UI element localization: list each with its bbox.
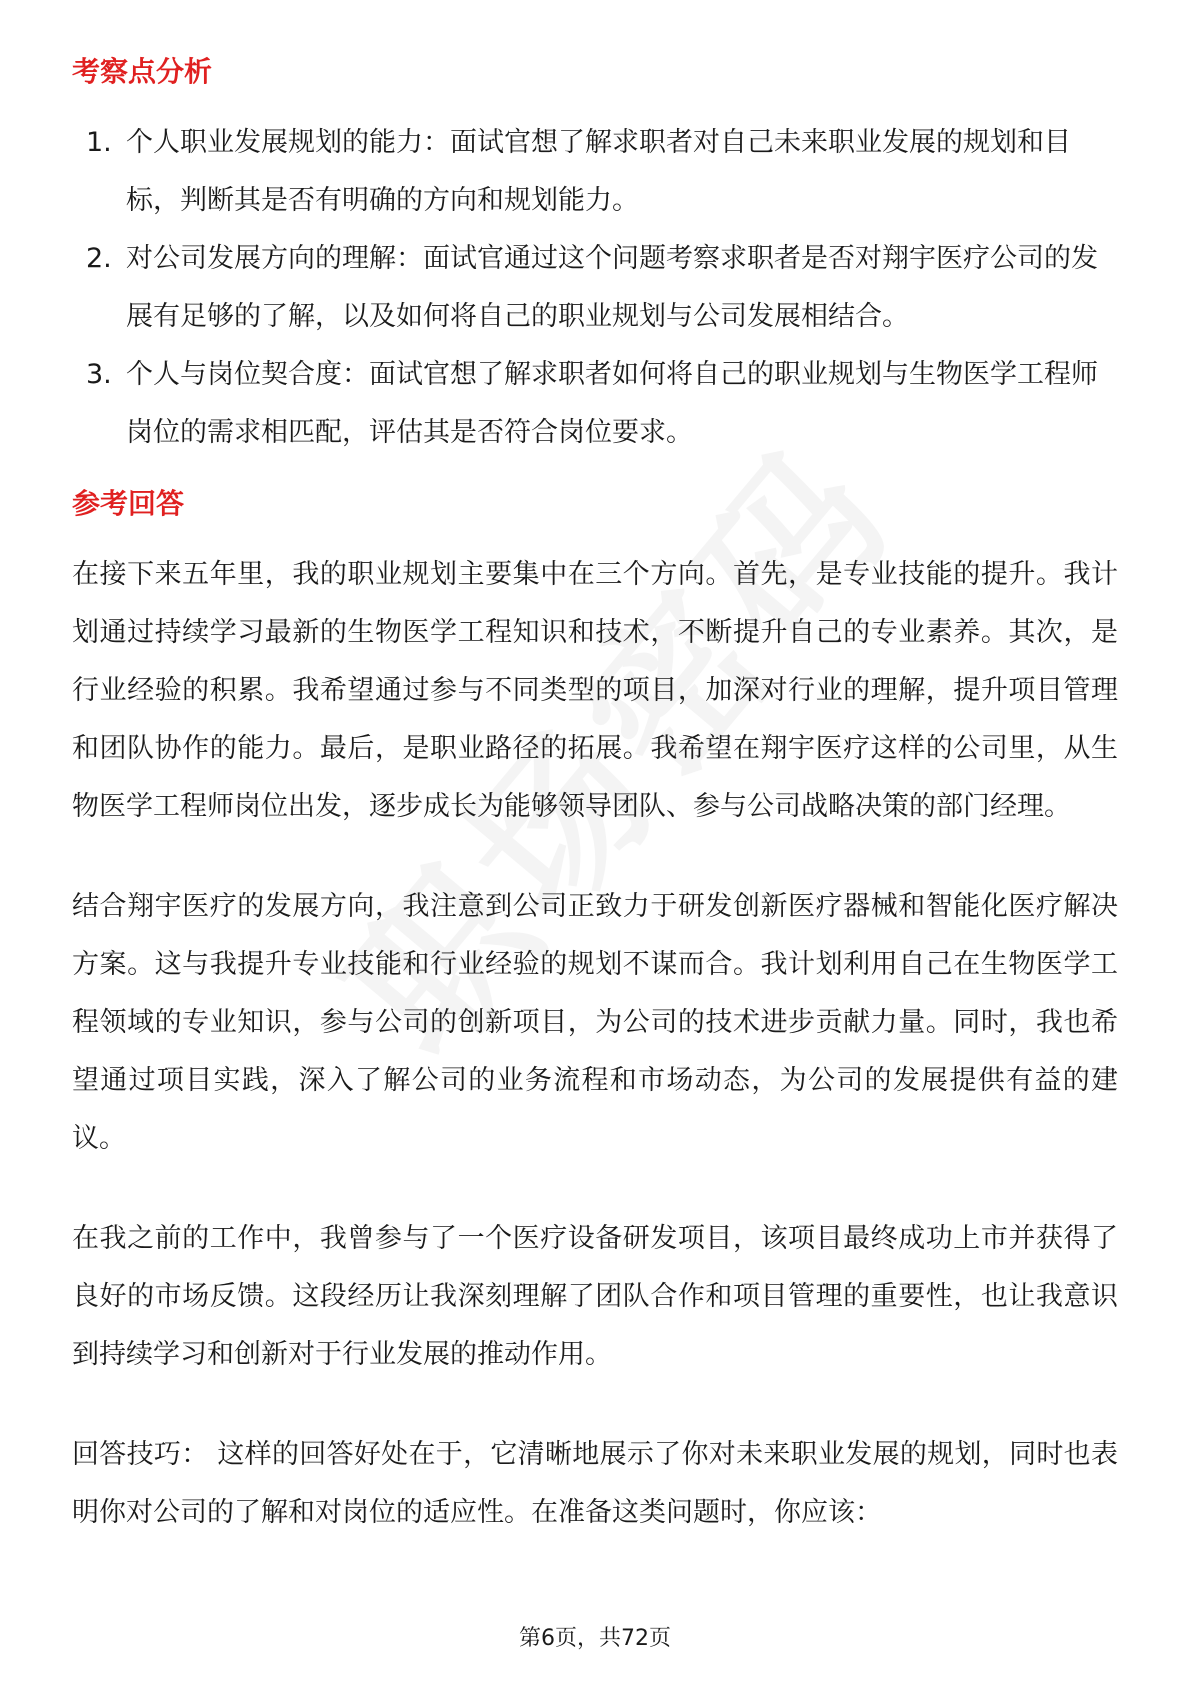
answer-tips-paragraph: 回答技巧： 这样的回答好处在于，它清晰地展示了你对未来职业发展的规划，同时也表明你对公司的了解和对岗位的适应性。在准备这类问题时，你应该： (72, 1439, 1118, 1528)
list-item (72, 346, 1118, 462)
list-item-number: 2. (86, 243, 112, 274)
answer-paragraph: 结合翔宇医疗的发展方向，我注意到公司正致力于研发创新医疗器械和智能化医疗解决方案。这与我提升专业技能和行业经验的规划不谋而合。我计划利用自己在生物医学工程领域的专业知识，参与公司的创新项目，为公司的技术进步贡献力量。同时，我也希望通过项目实践，深入了解公司的业务流程和市场动态，为公司的发展提供有益的建议。 (72, 891, 1118, 1154)
list-item-number: 1. (86, 127, 112, 158)
list-item (72, 230, 1118, 346)
analysis-points-list (72, 114, 1118, 462)
list-item-text: 对公司发展方向的理解：面试官通过这个问题考察求职者是否对翔宇医疗公司的发展有足够的了解，以及如何将自己的职业规划与公司发展相结合。 (126, 243, 1098, 332)
analysis-heading: 考察点分析 (72, 55, 213, 88)
list-item (72, 114, 1118, 230)
list-item-text: 个人职业发展规划的能力：面试官想了解求职者对自己未来职业发展的规划和目标，判断其是否有明确的方向和规划能力。 (126, 127, 1071, 216)
answer-heading: 参考回答 (72, 487, 185, 520)
page-footer: 第6页，共72页 (519, 1626, 671, 1651)
answer-paragraph: 在接下来五年里，我的职业规划主要集中在三个方向。首先，是专业技能的提升。我计划通过持续学习最新的生物医学工程知识和技术，不断提升自己的专业素养。其次，是行业经验的积累。我希望通过参与不同类型的项目，加深对行业的理解，提升项目管理和团队协作的能力。最后，是职业路径的拓展。我希望在翔宇医疗这样的公司里，从生物医学工程师岗位出发，逐步成长为能够领导团队、参与公司战略决策的部门经理。 (72, 559, 1118, 822)
document-page (72, 40, 1118, 1542)
answer-paragraph: 在我之前的工作中，我曾参与了一个医疗设备研发项目，该项目最终成功上市并获得了良好的市场反馈。这段经历让我深刻理解了团队合作和项目管理的重要性，也让我意识到持续学习和创新对于行业发展的推动作用。 (72, 1223, 1118, 1370)
list-item-text: 个人与岗位契合度：面试官想了解求职者如何将自己的职业规划与生物医学工程师岗位的需求相匹配，评估其是否符合岗位要求。 (126, 359, 1098, 448)
list-item-number: 3. (86, 359, 112, 390)
